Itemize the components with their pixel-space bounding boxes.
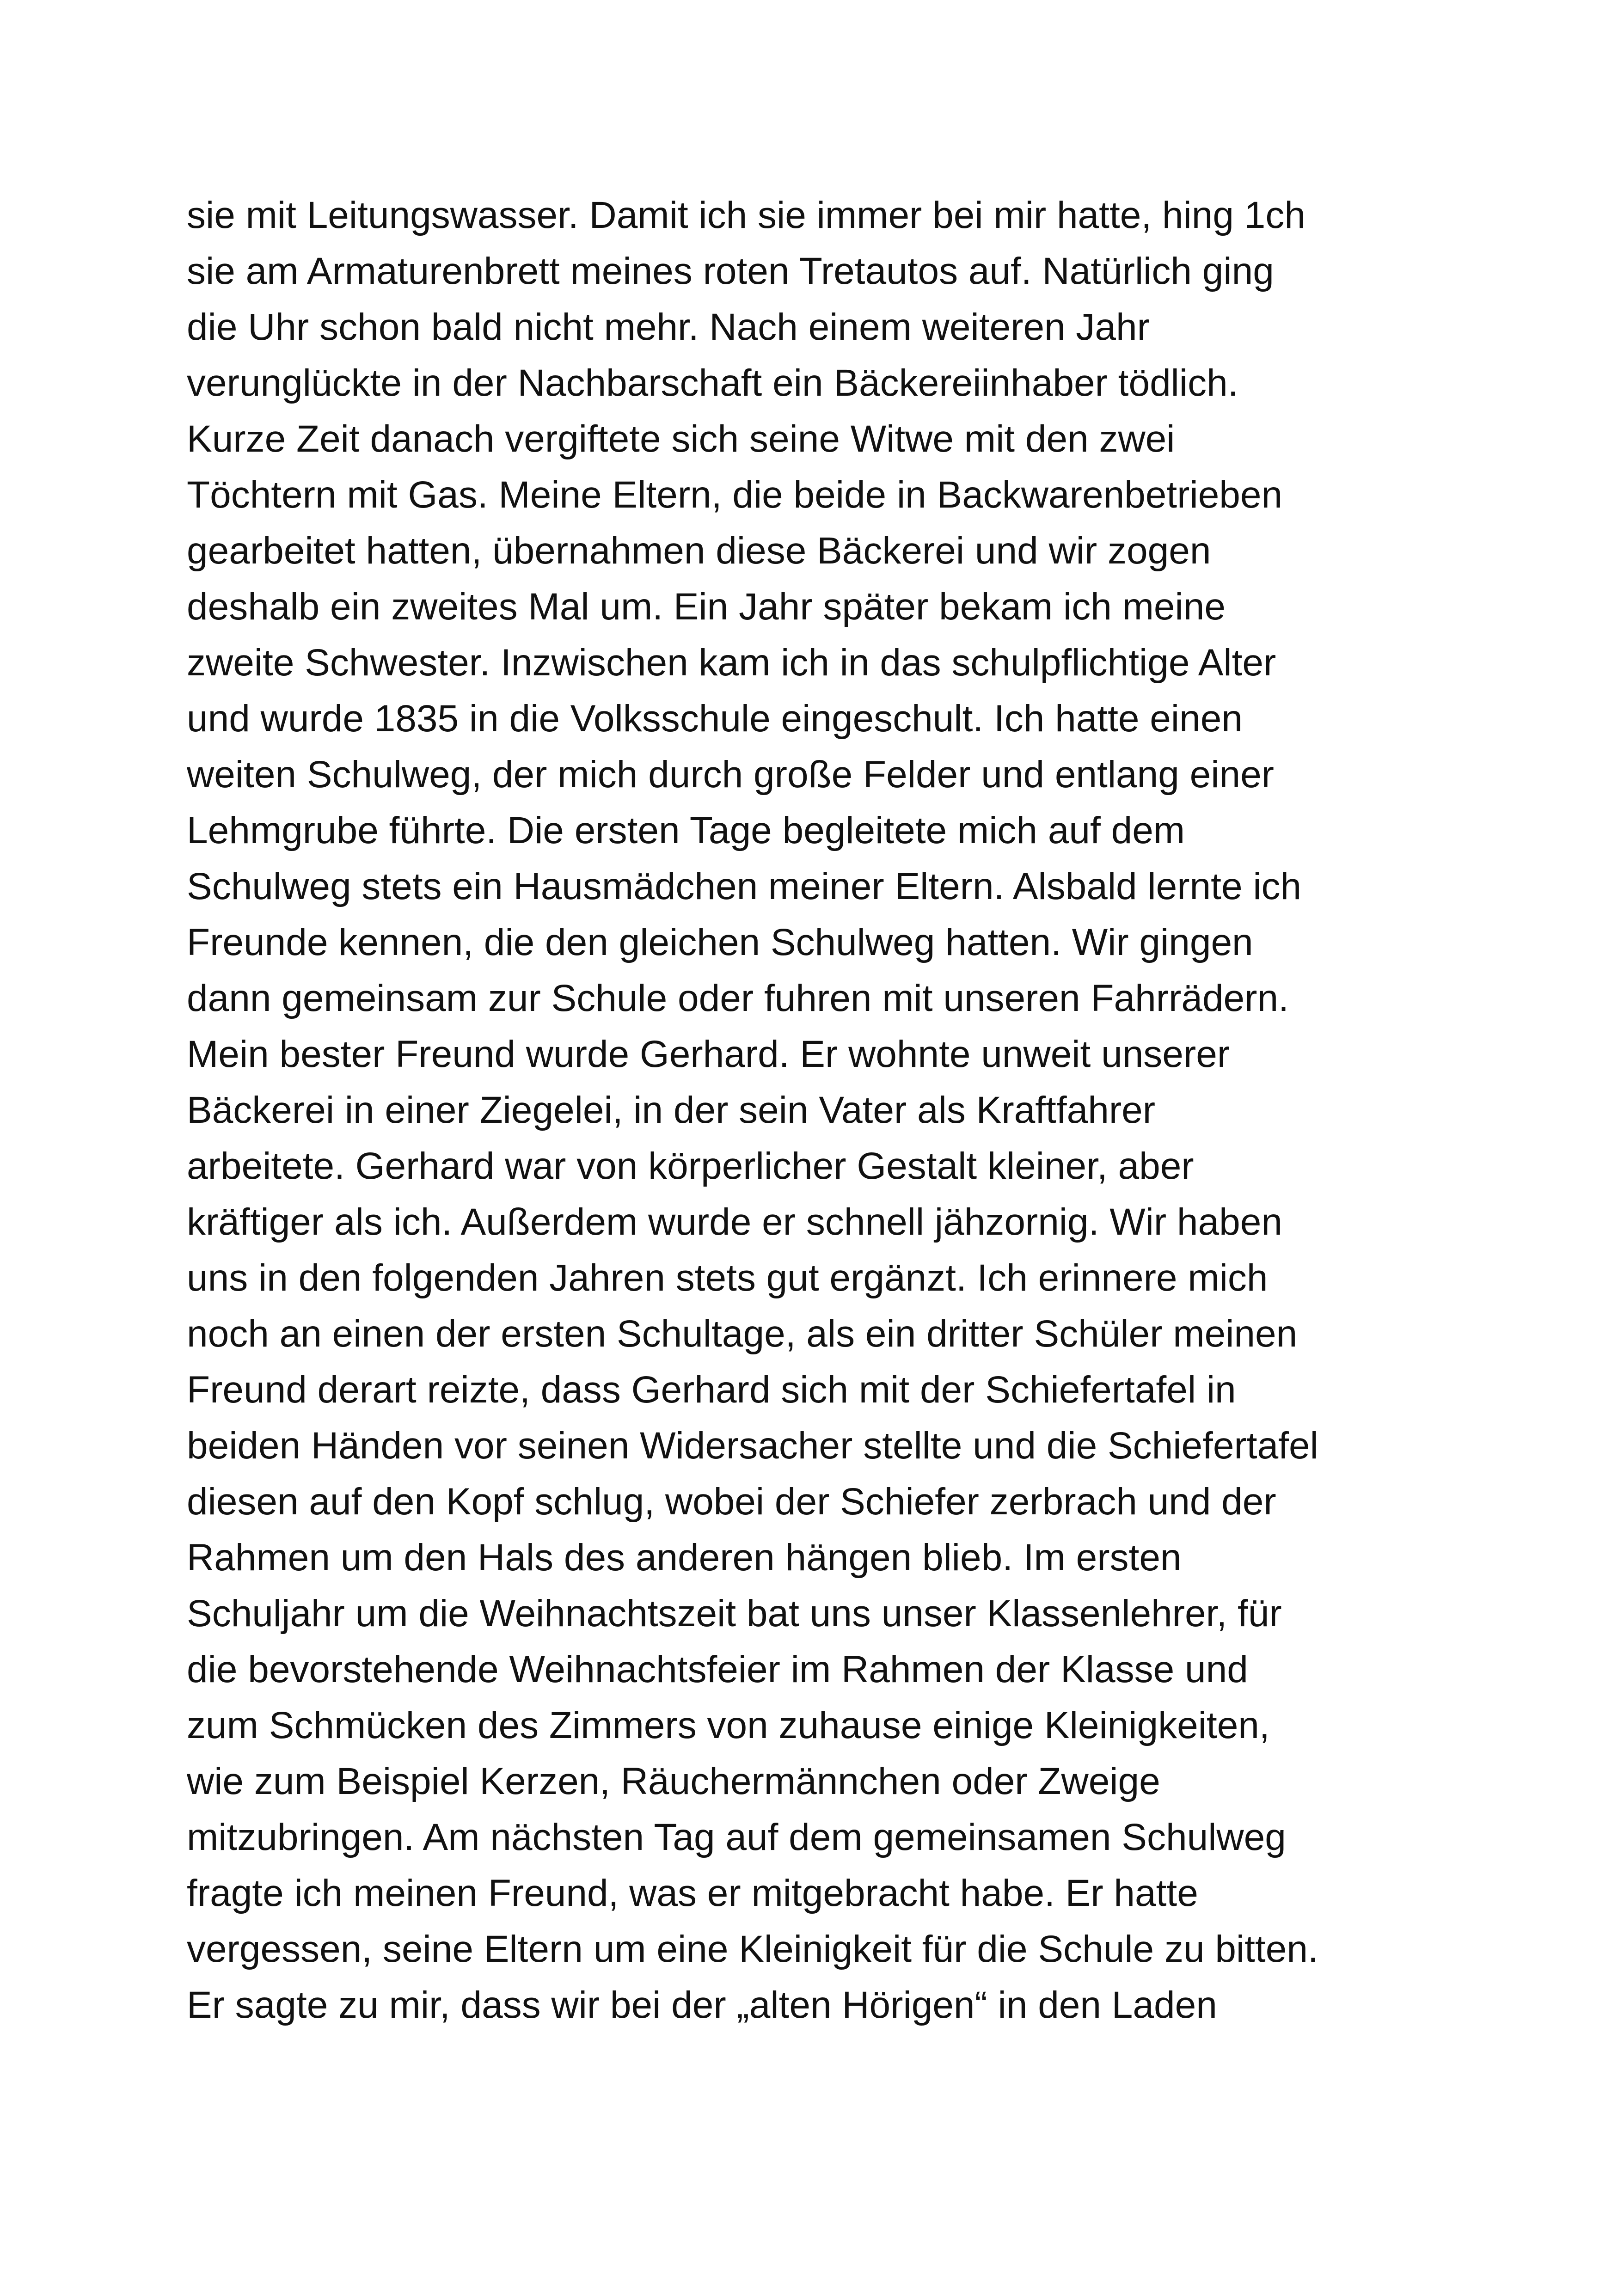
text-line: beiden Händen vor seinen Widersacher stellte und die Schiefertafel [187, 1425, 1318, 1467]
text-line: Bäckerei in einer Ziegelei, in der sein Vater als Kraftfahrer [187, 1089, 1156, 1131]
text-line: Kurze Zeit danach vergiftete sich seine Witwe mit den zwei [187, 418, 1175, 460]
text-line: die bevorstehende Weihnachtsfeier im Rahmen der Klasse und [187, 1648, 1248, 1690]
text-line: Schulweg stets ein Hausmädchen meiner Eltern. Alsbald lernte ich [187, 865, 1302, 907]
text-line: Mein bester Freund wurde Gerhard. Er wohnte unweit unserer [187, 1033, 1230, 1075]
text-line: und wurde 1835 in die Volksschule eingeschult. Ich hatte einen [187, 698, 1243, 740]
text-line: fragte ich meinen Freund, was er mitgebracht habe. Er hatte [187, 1872, 1198, 1914]
text-line: Töchtern mit Gas. Meine Eltern, die beide in Backwarenbetrieben [187, 474, 1283, 516]
text-line: zum Schmücken des Zimmers von zuhause einige Kleinigkeiten, [187, 1704, 1270, 1746]
text-line: dann gemeinsam zur Schule oder fuhren mit unseren Fahrrädern. [187, 977, 1289, 1019]
text-line: sie am Armaturenbrett meines roten Tretautos auf. Natürlich ging [187, 250, 1274, 292]
body-text [187, 187, 1481, 2033]
text-line: Freunde kennen, die den gleichen Schulweg hatten. Wir gingen [187, 921, 1253, 963]
text-line: zweite Schwester. Inzwischen kam ich in das schulpflichtige Alter [187, 642, 1276, 684]
text-line: diesen auf den Kopf schlug, wobei der Schiefer zerbrach und der [187, 1481, 1276, 1523]
text-line: Schuljahr um die Weihnachtszeit bat uns unser Klassenlehrer, für [187, 1592, 1282, 1635]
text-line: weiten Schulweg, der mich durch große Felder und entlang einer [187, 753, 1274, 796]
text-line: uns in den folgenden Jahren stets gut ergänzt. Ich erinnere mich [187, 1257, 1268, 1299]
text-line: Rahmen um den Hals des anderen hängen blieb. Im ersten [187, 1537, 1182, 1579]
text-line: Freund derart reizte, dass Gerhard sich mit der Schiefertafel in [187, 1369, 1236, 1411]
text-line: Lehmgrube führte. Die ersten Tage begleitete mich auf dem [187, 809, 1185, 851]
text-line: noch an einen der ersten Schultage, als ein dritter Schüler meinen [187, 1313, 1298, 1355]
text-line: verunglückte in der Nachbarschaft ein Bäckereiinhaber tödlich. [187, 362, 1238, 404]
text-line: arbeitete. Gerhard war von körperlicher Gestalt kleiner, aber [187, 1145, 1194, 1187]
text-line: die Uhr schon bald nicht mehr. Nach einem weiteren Jahr [187, 306, 1150, 348]
text-line: deshalb ein zweites Mal um. Ein Jahr später bekam ich meine [187, 586, 1226, 628]
text-line: sie mit Leitungswasser. Damit ich sie immer bei mir hatte, hing 1ch [187, 194, 1305, 236]
text-line: Er sagte zu mir, dass wir bei der „alten Hörigen“ in den Laden [187, 1984, 1217, 2026]
text-line: wie zum Beispiel Kerzen, Räuchermännchen oder Zweige [187, 1760, 1160, 1802]
text-line: gearbeitet hatten, übernahmen diese Bäckerei und wir zogen [187, 530, 1211, 572]
text-line: mitzubringen. Am nächsten Tag auf dem gemeinsamen Schulweg [187, 1816, 1286, 1858]
text-line: vergessen, seine Eltern um eine Kleinigkeit für die Schule zu bitten. [187, 1928, 1318, 1970]
text-line: kräftiger als ich. Außerdem wurde er schnell jähzornig. Wir haben [187, 1201, 1282, 1243]
